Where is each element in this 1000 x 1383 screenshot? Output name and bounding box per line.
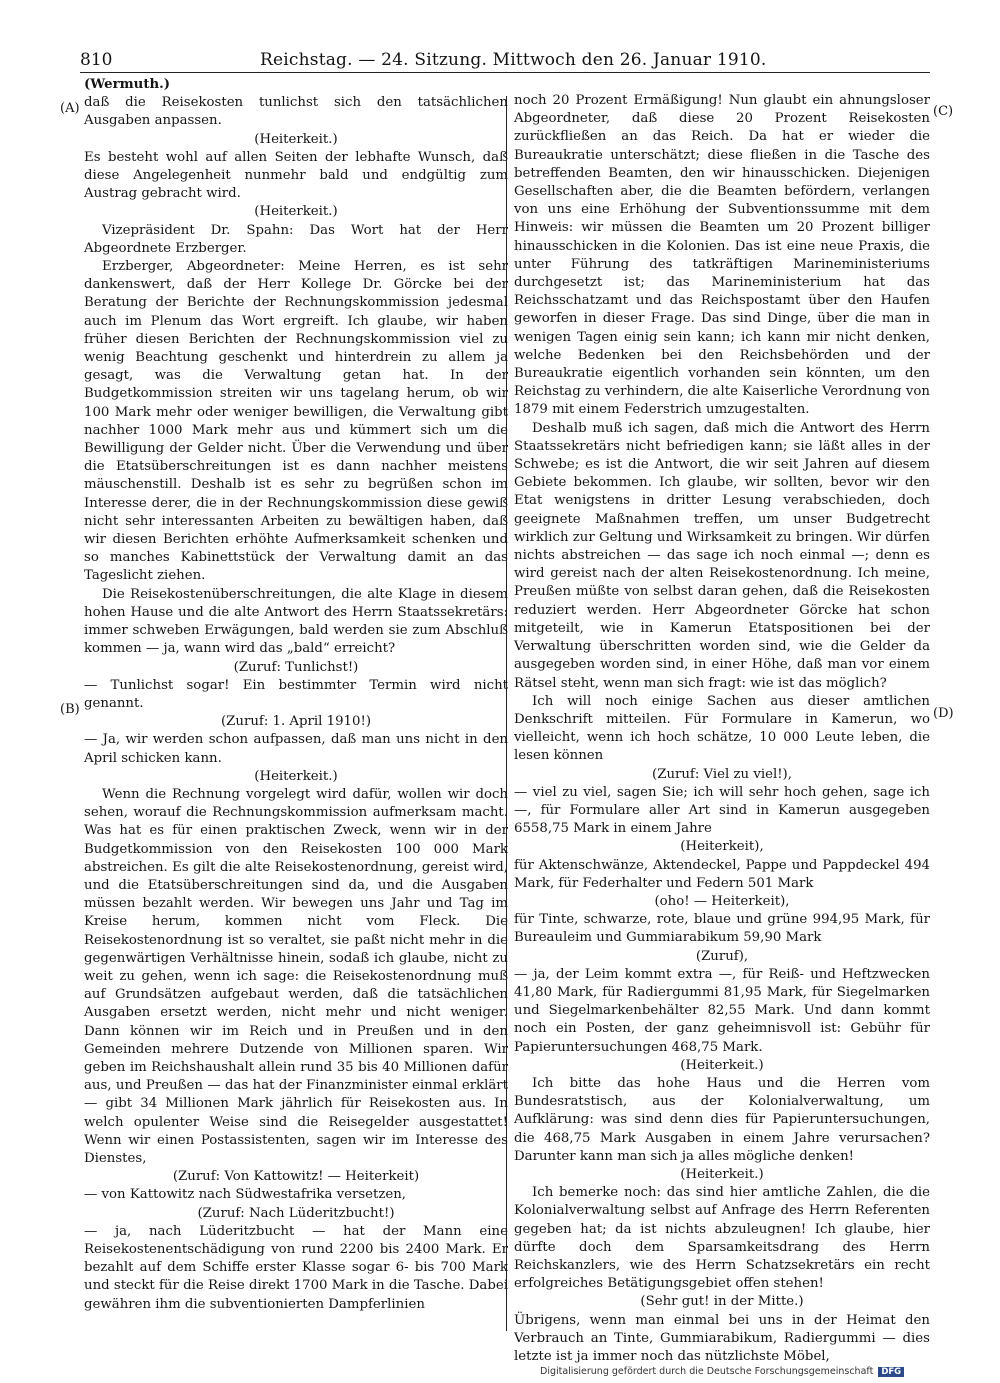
paragraph: — ja, der Leim kommt extra —, für Reiß- und Heftzwecken 41,80 Mark, für Radiergummi 81,95 Mark, für Siegelmarken und Siegelmarkenbehälter 82,55 Mark. Und dann kommt noch ein Posten, der ganz geheimnisvoll ist: Gebühr für Papieruntersuchungen 468,75 Mark. xyxy=(514,966,930,1055)
paragraph: für Aktenschwänze, Aktendeckel, Pappe und Pappdeckel 494 Mark, für Federhalter und Federn 501 Mark xyxy=(514,857,930,891)
paragraph: Deshalb muß ich sagen, daß mich die Antwort des Herrn Staatssekretärs nicht befriedigen kann; sie läßt alles in der Schwebe; es ist die Antwort, die wir seit Jahren auf diesem Gebiete bekommen. Ich glaube, wir sollten, bevor wir den Etat wenigstens in dritter Lesung verabschieden, doch geeignete Maßnahmen treffen, um unser Budgetrecht wirklich zur Geltung und Wirksamkeit zu bringen. Wir dürfen nichts abstreichen — das sage ich noch einmal —; denn es wird gereist nach der alten Reisekostenordnung. Ich meine, Preußen müßte von selbst daran gehen, daß die Reisekosten reduziert werden. Herr Abgeordneter Görcke hat schon mitgeteilt, wie in Kamerun Etatspositionen bei der Verwaltung überschritten worden sind, wie die Gelder da ausgegeben worden sind, in einer Höhe, daß man vor einem Rätsel steht, wenn man sich fragt: wie ist das möglich? xyxy=(514,420,930,691)
header-rule xyxy=(80,72,930,73)
interjection: (Zuruf: Nach Lüderitzbucht!) xyxy=(197,1205,395,1221)
paragraph: — ja, nach Lüderitzbucht — hat der Mann eine Reisekostenentschädigung von rund 2200 bis 2400 Mark. Er bezahlt auf dem Schiffe erster Klasse sogar 6- bis 700 Mark und steckt für die Reise direkt 1700 Mark in die Tasche. Dabei gewähren ihm die subventionierten Dampferlinien xyxy=(84,1223,508,1312)
paragraph: — von Kattowitz nach Südwestafrika versetzen, xyxy=(84,1187,407,1203)
paragraph: Ich will noch einige Sachen aus dieser amtlichen Denkschrift mitteilen. Für Formulare in Kamerun, wo vielleicht, wenn ich hoch schätze, 10 000 Leute leben, die lesen können xyxy=(514,693,930,764)
paragraph: für Tinte, schwarze, rote, blaue und grüne 994,95 Mark, für Bureauleim und Gummiarabikum 59,90 Mark xyxy=(514,912,930,946)
running-head: Reichstag. — 24. Sitzung. Mittwoch den 26. Januar 1910. xyxy=(260,50,767,70)
paragraph: — viel zu viel, sagen Sie; ich will sehr hoch gehen, sage ich —, für Formulare aller Art sind in Kamerun ausgegeben 6558,75 Mark in einem Jahre xyxy=(514,784,930,837)
interjection: (Zuruf: Viel zu viel!), xyxy=(652,766,792,782)
paragraph: (Wermuth.) xyxy=(84,77,171,92)
paragraph: Erzberger, Abgeordneter: Meine Herren, es ist sehr dankenswert, daß der Herr Kollege Dr. Görcke bei der Beratung der Berichte der Rechnungskommission jedesmal auch im Plenum das Wort ergreift. Ich glaube, wir haben früher diesen Berichten der Rechnungskommission viel zu wenig Beachtung geschenkt und hinterdrein zu allem ja gesagt, was die Verwaltung getan hat. In der Budgetkommission streiten wir uns tagelang herum, ob wir 100 Mark mehr oder weniger bewilligen, die Verwaltung gibt nachher 1000 Mark mehr aus und kümmert sich um die Bewilligung der Gelder nicht. Über die Verwendung und über die Etatsüberschreitungen ist es dann nachher meistens mäuschenstill. Deshalb ist es sehr zu begrüßen schon im Interesse derer, die in der Rechnungskommission diese gewiß nicht sehr interessanten Arbeiten zu bewältigen haben, daß wir diesen Berichten erhöhte Aufmerksamkeit schenken und so manches Kabinettstück der Verwaltung damit an das Tageslicht ziehen. xyxy=(84,259,508,584)
paragraph: Wenn die Rechnung vorgelegt wird dafür, wollen wir doch sehen, worauf die Rechnungskommission aufmerksam macht. Was hat es für einen praktischen Zweck, wenn wir in der Budgetkommission von den Reisekosten 100 000 Mark abstreichen. Es gilt die alte Reisekostenordnung, gereist wird, und die Etatsüberschreitungen sind da, und die Ausgaben müssen bezahlt werden. Wir bewegen uns Jahr und Tag im Kreise herum, kommen nicht vom Fleck. Die Reisekostenordnung ist so veraltet, sie paßt nicht mehr in die gegenwärtigen Verhältnisse hinein, sodaß ich glaube, nicht zu weit zu gehen, wenn ich sage: die Reisekostenordnung muß auf Grundsätzen aufgebaut werden, daß die tatsächlichen Ausgaben ersetzt werden, nicht mehr und nicht weniger. Dann können wir im Reich und in Preußen und in den Gemeinden mehrere Dutzende von Millionen sparen. Wir geben im Reichshaushalt allein rund 35 bis 40 Millionen dafür aus, und Preußen — das hat der Finanzminister einmal erklärt — gibt 34 Millionen Mark jährlich für Reisekosten aus. In welch opulenter Weise sind die Reisegelder ausgestattet! Wenn wir einen Postassistenten, sagen wir im Interesse des Dienstes, xyxy=(84,786,508,1166)
interjection: (Heiterkeit.) xyxy=(680,1057,764,1073)
interjection: (Zuruf), xyxy=(695,948,749,964)
interjection: (Zuruf: 1. April 1910!) xyxy=(220,714,372,730)
paragraph: daß die Reisekosten tunlichst sich den tatsächlichen Ausgaben anpassen. xyxy=(84,95,508,129)
footer-credit xyxy=(540,1366,904,1377)
interjection: (Sehr gut! in der Mitte.) xyxy=(640,1294,804,1310)
paragraph: — Ja, wir werden schon aufpassen, daß man uns nicht in den April schicken kann. xyxy=(84,732,508,766)
right-text-column xyxy=(514,92,930,1366)
interjection: (Heiterkeit), xyxy=(680,839,764,855)
paragraph: Es besteht wohl auf allen Seiten der lebhafte Wunsch, daß diese Angelegenheit nunmehr bald und endgültig zum Austrag gebracht wird. xyxy=(84,149,508,202)
paragraph: Ich bitte das hohe Haus und die Herren vom Bundesratstisch, aus der Kolonialverwaltung, um Aufklärung: was sind denn dies für Papieruntersuchungen, die 468,75 Mark Ausgaben in einem Jahre verursachen? Darunter kann man sich ja alles mögliche denken! xyxy=(514,1075,930,1164)
margin-marker-b: (B) xyxy=(60,702,80,717)
interjection: (oho! — Heiterkeit), xyxy=(654,893,790,909)
margin-marker-d: (D) xyxy=(933,706,954,721)
interjection: (Zuruf: Von Kattowitz! — Heiterkeit) xyxy=(172,1169,420,1185)
interjection: (Heiterkeit.) xyxy=(254,768,338,784)
interjection: (Zuruf: Tunlichst!) xyxy=(233,659,359,675)
interjection: (Heiterkeit.) xyxy=(680,1166,764,1182)
left-text-column xyxy=(84,76,508,1314)
margin-marker-a: (A) xyxy=(60,101,80,116)
dfg-logo: DFG xyxy=(878,1367,904,1377)
footer-text: Digitalisierung gefördert durch die Deutsche Forschungsgemeinschaft xyxy=(540,1366,874,1377)
paragraph: Ich bemerke noch: das sind hier amtliche Zahlen, die die Kolonialverwaltung selbst auf Anfrage des Herrn Referenten gegeben hat; da ist nichts abzuleugnen! Ich glaube, hier dürfte doch dem Sparsamkeitsdrang des Herrn Reichskanzlers, wie des Herrn Schatzsekretärs ein recht erfolgreiches Betätigungsgebiet offen stehen! xyxy=(514,1185,930,1292)
paragraph: Übrigens, wenn man einmal bei uns in der Heimat den Verbrauch an Tinte, Gummiarabikum, Radiergummi — dies letzte ist ja immer noch das nützlichste Möbel, xyxy=(514,1312,930,1365)
page-number: 810 xyxy=(80,50,113,70)
paragraph: Vizepräsident Dr. Spahn: Das Wort hat der Herr Abgeordnete Erzberger. xyxy=(84,222,508,256)
interjection: (Heiterkeit.) xyxy=(254,131,338,147)
paragraph: — Tunlichst sogar! Ein bestimmter Termin wird nicht genannt. xyxy=(84,677,508,711)
margin-marker-c: (C) xyxy=(933,104,954,119)
paragraph: noch 20 Prozent Ermäßigung! Nun glaubt ein ahnungsloser Abgeordneter, daß diese 20 Prozent Reisekosten zurückfließen an das Reich. Da hat er wieder die Bureaukratie unterschätzt; diese fließen in die Tasche des betreffenden Beamten, den wir hinausschicken. Diejenigen Gesellschaften aber, die die Beamten befördern, verlangen von uns eine Erhöhung der Subventionssumme mit dem Hinweis: wir müssen die Beamten um 20 Prozent billiger hinausschicken in die Kolonien. Das ist eine neue Praxis, die unter Führung des tatkräftigen Marineministeriums durchgesetzt ist; das Marineministerium hat das Reichsschatzamt und das Reichspostamt über den Haufen geworfen in dieser Frage. Das sind Dinge, über die man in wenigen Tagen einig sein kann; ich kann mir nicht denken, welche Bedenken bei den Reichsbehörden und der Bureaukratie eigentlich vorhanden sein könnten, um den Reichstag zu verhindern, die alte Kaiserliche Verordnung von 1879 mit einem Federstrich umzugestalten. xyxy=(514,93,930,418)
interjection: (Heiterkeit.) xyxy=(254,204,338,220)
page-header xyxy=(80,42,928,72)
paragraph: Die Reisekostenüberschreitungen, die alte Klage in diesem hohen Hause und die alte Antwort des Herrn Staatssekretärs: immer schweben Erwägungen, bald werden sie zum Abschluß kommen — ja, wann wird das „bald“ erreicht? xyxy=(84,586,508,657)
